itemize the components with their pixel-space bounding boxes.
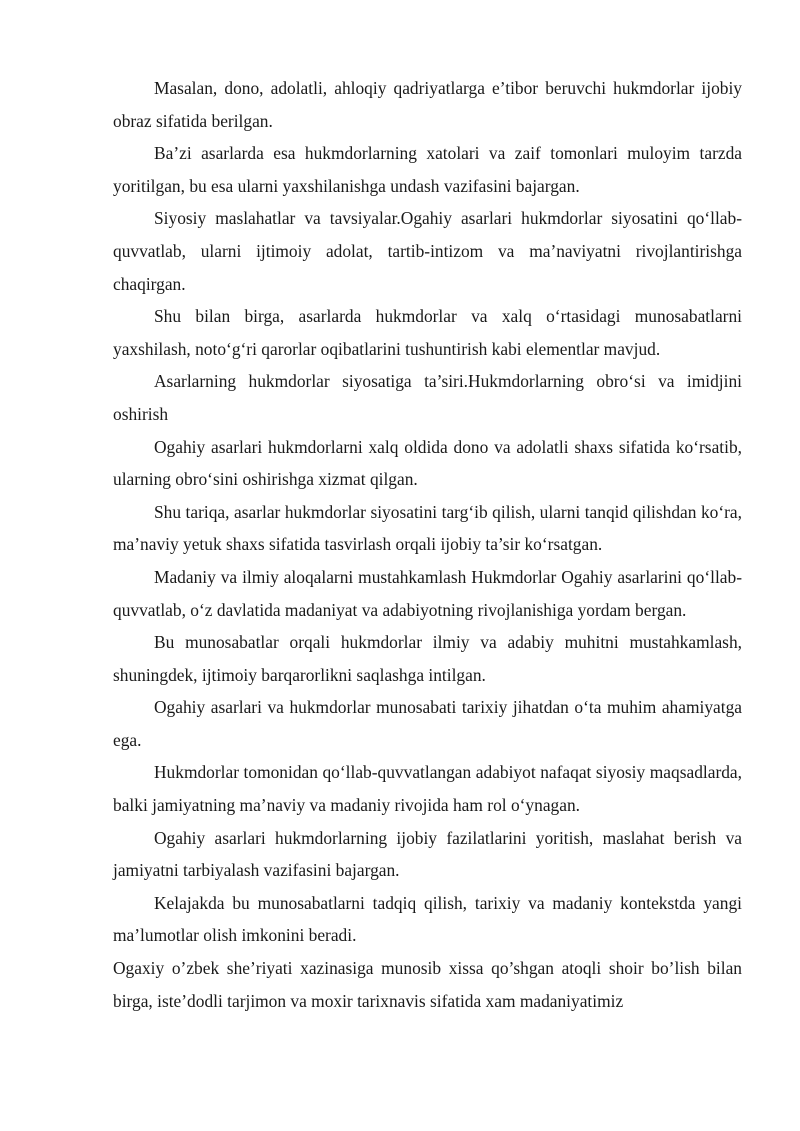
paragraph: Shu tariqa, asarlar hukmdorlar siyosatini targ‘ib qilish, ularni tanqid qilishdan ko‘ra, ma’naviy yetuk shaxs sifatida tasvirlash orqali ijobiy ta’sir ko‘rsatgan.	[113, 501, 742, 555]
paragraph: Ba’zi asarlarda esa hukmdorlarning xatolari va zaif tomonlari muloyim tarzda yoritilgan, bu esa ularni yaxshilanishga undash vazifasini bajargan.	[113, 143, 742, 196]
paragraph: Madaniy va ilmiy aloqalarni mustahkamlash Hukmdorlar Ogahiy asarlarini qo‘llab-quvvatlab, o‘z davlatida madaniyat va adabiyotning rivojlanishiga yordam bergan.	[113, 566, 742, 620]
document-page	[113, 72, 742, 1017]
paragraph: Ogahiy asarlari va hukmdorlar munosabati tarixiy jihatdan o‘ta muhim ahamiyatga ega.	[113, 697, 742, 750]
paragraph: Masalan, dono, adolatli, ahloqiy qadriyatlarga e’tibor beruvchi hukmdorlar ijobiy obraz sifatida berilgan.	[113, 78, 742, 131]
paragraph: Bu munosabatlar orqali hukmdorlar ilmiy va adabiy muhitni mustahkamlash, shuningdek, ijtimoiy barqarorlikni saqlashga intilgan.	[113, 632, 742, 685]
paragraph: Shu bilan birga, asarlarda hukmdorlar va xalq o‘rtasidagi munosabatlarni yaxshilash, noto‘g‘ri qarorlar oqibatlarini tushuntirish kabi elementlar mavjud.	[113, 306, 742, 359]
paragraph: Ogahiy asarlari hukmdorlarni xalq oldida dono va adolatli shaxs sifatida ko‘rsatib, ularning obro‘sini oshirishga xizmat qilgan.	[113, 436, 742, 490]
paragraph: Asarlarning hukmdorlar siyosatiga ta’siri.Hukmdorlarning obro‘si va imidjini oshirish	[113, 371, 742, 424]
paragraph: Ogahiy asarlari hukmdorlarning ijobiy fazilatlarini yoritish, maslahat berish va jamiyatni tarbiyalash vazifasini bajargan.	[113, 827, 742, 881]
paragraph: Kelajakda bu munosabatlarni tadqiq qilish, tarixiy va madaniy kontekstda yangi ma’lumotlar olish imkonini beradi.	[113, 892, 742, 946]
paragraph: Ogaxiy o’zbek she’riyati xazinasiga munosib xissa qo’shgan atoqli shoir bo’lish bilan birga, iste’dodli tarjimon va moxir tarixnavis sifatida xam madaniyatimiz	[113, 958, 742, 1011]
paragraph: Hukmdorlar tomonidan qo‘llab-quvvatlangan adabiyot nafaqat siyosiy maqsadlarda, balki jamiyatning ma’naviy va madaniy rivojida ham rol o‘ynagan.	[113, 762, 742, 816]
paragraph: Siyosiy maslahatlar va tavsiyalar.Ogahiy asarlari hukmdorlar siyosatini qo‘llab-quvvatlab, ularni ijtimoiy adolat, tartib-intizom va ma’naviyatni rivojlantirishga chaqirgan.	[113, 208, 742, 294]
